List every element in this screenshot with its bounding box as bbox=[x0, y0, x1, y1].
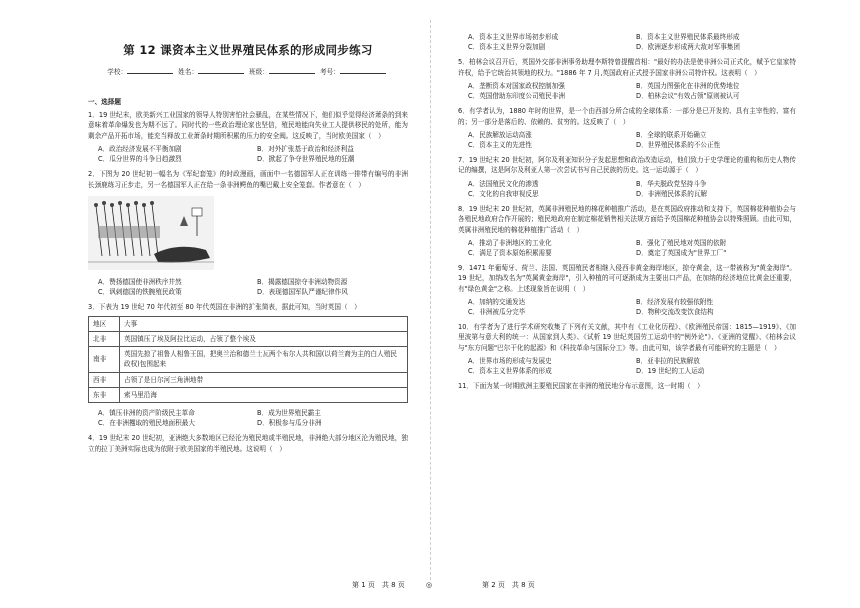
question-5: 5．柏林会议召开后，英国外交部非洲事务助理李斯特曾提醒首相："最好的办法是使非洲公司正式化，赋予它皇家特许权，给予它统治其领地的权力。"1886 年 7 月,英国政府正式授予国家非洲公司特许权。这表明（ ） bbox=[458, 58, 796, 77]
option-c[interactable]: C．英国借助东印度公司殖民非洲 bbox=[468, 92, 565, 101]
table-cell: 北非 bbox=[89, 331, 120, 346]
option-a[interactable]: A．民族解放运动高涨 bbox=[468, 130, 532, 139]
section-heading: 一、选择题 bbox=[88, 98, 121, 107]
question-2: 2．下图为 20 世纪初一幅名为《军纪套笼》的时政漫画，画面中一名德国军人正在训练一排带有编号的非洲长颈鹿练习正步走，另一名德国军人正在给一条非洲鳄鱼的嘴巴戴上安全笼套。作者意在（ ） bbox=[88, 170, 408, 189]
question-10-options bbox=[458, 356, 796, 376]
question-3: 3．下表为 19 世纪 70 年代初至 80 年代英国在非洲的扩张简表，据此可知，当时英国（ ） bbox=[88, 303, 361, 312]
option-a[interactable]: A．政治经济发展不平衡加剧 bbox=[98, 144, 182, 153]
binding-mark: ◎ bbox=[426, 581, 433, 589]
option-a[interactable]: A．赞扬德国使非洲秩序井然 bbox=[98, 278, 182, 286]
table-row bbox=[89, 347, 408, 372]
question-1: 1．19 世纪末，欧美新兴工业国家的领导人特别害怕社会骚乱，在某些情况下，他们似乎觉得经济萧条的到来意味着革命爆发也为期不远了。同时代的一些政治理论家也坚信，殖民地能向失业工人提供移民的处所，能为剩余产品开拓市场，能充当释放工业萧条时期所积累的压力的安全阀。这反映了，当时欧美国家（ ） bbox=[88, 111, 408, 140]
question-8-options bbox=[458, 238, 796, 258]
option-b[interactable]: B．强化了殖民地对英国的依附 bbox=[636, 238, 727, 247]
option-b[interactable]: B．亚非拉的民族解放 bbox=[636, 356, 700, 365]
class-label: 班级： bbox=[249, 67, 269, 76]
table-cell: 英国镇压了埃及阿拉比运动，占领了整个埃及 bbox=[120, 331, 408, 346]
option-d[interactable]: D．物种交流改变饮食结构 bbox=[636, 308, 714, 317]
option-d[interactable]: D．柏林会议"有效占领"原则被认可 bbox=[636, 92, 740, 101]
option-a[interactable]: A．镇压非洲的资产阶级民主革命 bbox=[98, 408, 195, 417]
table-row bbox=[89, 331, 408, 346]
option-c[interactable]: C．在非洲攫取的殖民地面积最大 bbox=[98, 419, 195, 428]
exam-no-label: 考号： bbox=[319, 67, 340, 76]
student-info-line bbox=[88, 66, 408, 77]
option-a[interactable]: A．世界市场的形成与发展史 bbox=[468, 356, 552, 365]
option-a[interactable]: A．推动了非洲地区的工业化 bbox=[468, 238, 552, 247]
option-d[interactable]: D．非洲殖民体系的瓦解 bbox=[636, 189, 708, 198]
option-d[interactable]: D．奠定了英国成为"世界工厂" bbox=[636, 248, 727, 257]
question-5-options bbox=[458, 81, 796, 101]
page-number-right: 第 2 页 共 8 页 bbox=[482, 581, 535, 589]
question-7-options bbox=[458, 179, 796, 199]
page-number-left: 第 1 页 共 8 页 bbox=[352, 581, 405, 589]
question-11: 11．下面为某一时期欧洲主要殖民国家在非洲的殖民地分布示意图，这一时期（ ） bbox=[458, 382, 704, 391]
table-cell: 英国先掠了祖鲁人相鲁王国，把奥兰治和德兰士瓦两个布尔人共和国(以荷兰裔为主的白人殖民政权)包围起来 bbox=[120, 347, 408, 372]
option-c[interactable]: C．满足了资本原始积累需要 bbox=[468, 248, 552, 257]
option-c[interactable]: C．文化的自我审视反思 bbox=[468, 189, 539, 198]
option-d[interactable]: D．表现德国军队严谨纪律作风 bbox=[257, 288, 348, 297]
table-row bbox=[89, 372, 408, 387]
question-9-options bbox=[458, 297, 796, 317]
option-d[interactable]: D．积极参与瓜分非洲 bbox=[257, 419, 322, 428]
option-b[interactable]: B．英国力图强化在非洲的优势地位 bbox=[636, 81, 740, 90]
page-title: 第 12 课资本主义世界殖民体系的形成同步练习 bbox=[123, 43, 373, 57]
question-4-options bbox=[458, 32, 796, 52]
option-c[interactable]: C．瓜分世界的斗争日趋激烈 bbox=[98, 155, 182, 164]
question-3-options bbox=[88, 408, 408, 428]
option-d[interactable]: D．世界殖民体系的不公正性 bbox=[636, 140, 721, 149]
question-7: 7．19 世纪末 20 世纪初，阿尔及利亚知识分子发起思想和政治改造运动，他们致力于史学理论的重构和历史人物传记的编撰，这是阿尔及利亚人第一次尝试书写自己民族的历史。这一运动源于（ ） bbox=[458, 156, 796, 175]
table-cell: 索马里沿海 bbox=[120, 387, 408, 402]
option-d[interactable]: D．掀起了争夺世界殖民地的狂潮 bbox=[257, 155, 355, 164]
option-a[interactable]: A．法国殖民文化的渗透 bbox=[468, 179, 539, 188]
class-blank[interactable] bbox=[269, 66, 315, 74]
cartoon-image bbox=[88, 196, 214, 270]
option-d[interactable]: D．欧洲逐步形成两大敌对军事集团 bbox=[636, 43, 740, 52]
table-cell: 南非 bbox=[89, 347, 120, 372]
option-b[interactable]: B．揭露德国掠夺非洲动物资源 bbox=[257, 278, 348, 286]
question-9: 9．1471 年葡萄牙、荷兰、法国、英国殖民者相继入侵西非黄金海岸地区，掠夺黄金，这一带被称为"黄金海岸"。19 世纪，加纳改名为"英属黄金海岸"，引入种植的可可逐渐成为主要出口产品，在加纳的经济地位比黄金还重要，有"绿色黄金"之称。上述现象旨在说明（ ） bbox=[458, 264, 796, 293]
option-b[interactable]: B．经济发展有较强依附性 bbox=[636, 297, 714, 306]
option-c[interactable]: C．资本主义世界体系的形成 bbox=[468, 367, 552, 376]
question-6: 6．有学者认为，1880 年时的世界，是一个由西部分所合成的全球体系：一部分是已开发的、具有主宰性的、富有的；另一部分是落后的、依赖的、贫穷的。这反映了（ ） bbox=[458, 107, 796, 126]
option-c[interactable]: C．讽刺德国的铁腕殖民政策 bbox=[98, 288, 182, 297]
option-a[interactable]: A．资本主义世界市场初步形成 bbox=[468, 33, 559, 41]
school-label: 学校： bbox=[107, 67, 128, 76]
question-4: 4．19 世纪末 20 世纪初，亚洲绝大多数地区已经沦为殖民地或半殖民地，非洲绝大部分地区沦为殖民地，独立的拉丁美洲实际也成为依附于欧美国家的半殖民地。这说明（ ） bbox=[88, 434, 408, 453]
table-header-cell: 地区 bbox=[89, 316, 120, 331]
question-6-options bbox=[458, 130, 796, 150]
table-header-row bbox=[89, 316, 408, 331]
option-b[interactable]: B．资本主义世界殖民体系最终形成 bbox=[636, 33, 740, 41]
school-blank[interactable] bbox=[127, 66, 173, 74]
question-10: 10．有学者为了进行学术研究收集了下列有关文献，其中有《工业化历程》、《欧洲殖民帝国：1815—1919》、《加里波第与意大利的统一：从国家到人类》、《试析 19 世纪英国劳工运动中的"例外论"》、《亚洲的觉醒》、《柏林会议与"东方问题"巴尔干化的起源》和《科技革命与国际分工》等。由此可知，该学者最有可能研究的主题是（ ） bbox=[458, 323, 796, 352]
option-c[interactable]: C．非洲被瓜分完毕 bbox=[468, 308, 526, 317]
expansion-table bbox=[88, 316, 408, 403]
table-cell: 占领了是日尔河三角洲地带 bbox=[120, 372, 408, 387]
question-2-options bbox=[88, 277, 408, 297]
question-8: 8．19 世纪末 20 世纪初，英属非洲殖民地的棉花种植推广活动，是在英国政府推动和支持下，英国棉花种植协会与各殖民地政府合作开展的；殖民地政府在制定棉花销售相关法规方面给予英国棉花种植协会以特殊照顾。由此可知，英属非洲殖民地的棉花种植推广活动（ ） bbox=[458, 205, 796, 234]
table-row bbox=[89, 387, 408, 402]
name-label: 姓名： bbox=[178, 67, 198, 76]
option-a[interactable]: A．加纳的交通发达 bbox=[468, 297, 526, 306]
option-d[interactable]: D．19 世纪的工人运动 bbox=[636, 367, 705, 376]
option-b[interactable]: B．华夫脱政党坚持斗争 bbox=[636, 179, 707, 188]
option-a[interactable]: A．垄断资本对国家政权控制加强 bbox=[468, 81, 565, 90]
right-page bbox=[430, 0, 860, 608]
option-b[interactable]: B．成为世界殖民霸主 bbox=[257, 408, 321, 417]
option-b[interactable]: B．对外扩张基于政治和经济利益 bbox=[257, 144, 354, 153]
table-cell: 东非 bbox=[89, 387, 120, 402]
table-cell: 西非 bbox=[89, 372, 120, 387]
option-c[interactable]: C．资本主义世界分裂加剧 bbox=[468, 43, 546, 52]
name-blank[interactable] bbox=[198, 66, 244, 74]
exam-no-blank[interactable] bbox=[340, 66, 386, 74]
option-c[interactable]: C．资本主义的先进性 bbox=[468, 140, 532, 149]
option-b[interactable]: B．全球的联系开始确立 bbox=[636, 130, 707, 139]
table-header-cell: 大事 bbox=[120, 316, 408, 331]
question-1-options bbox=[88, 144, 408, 164]
